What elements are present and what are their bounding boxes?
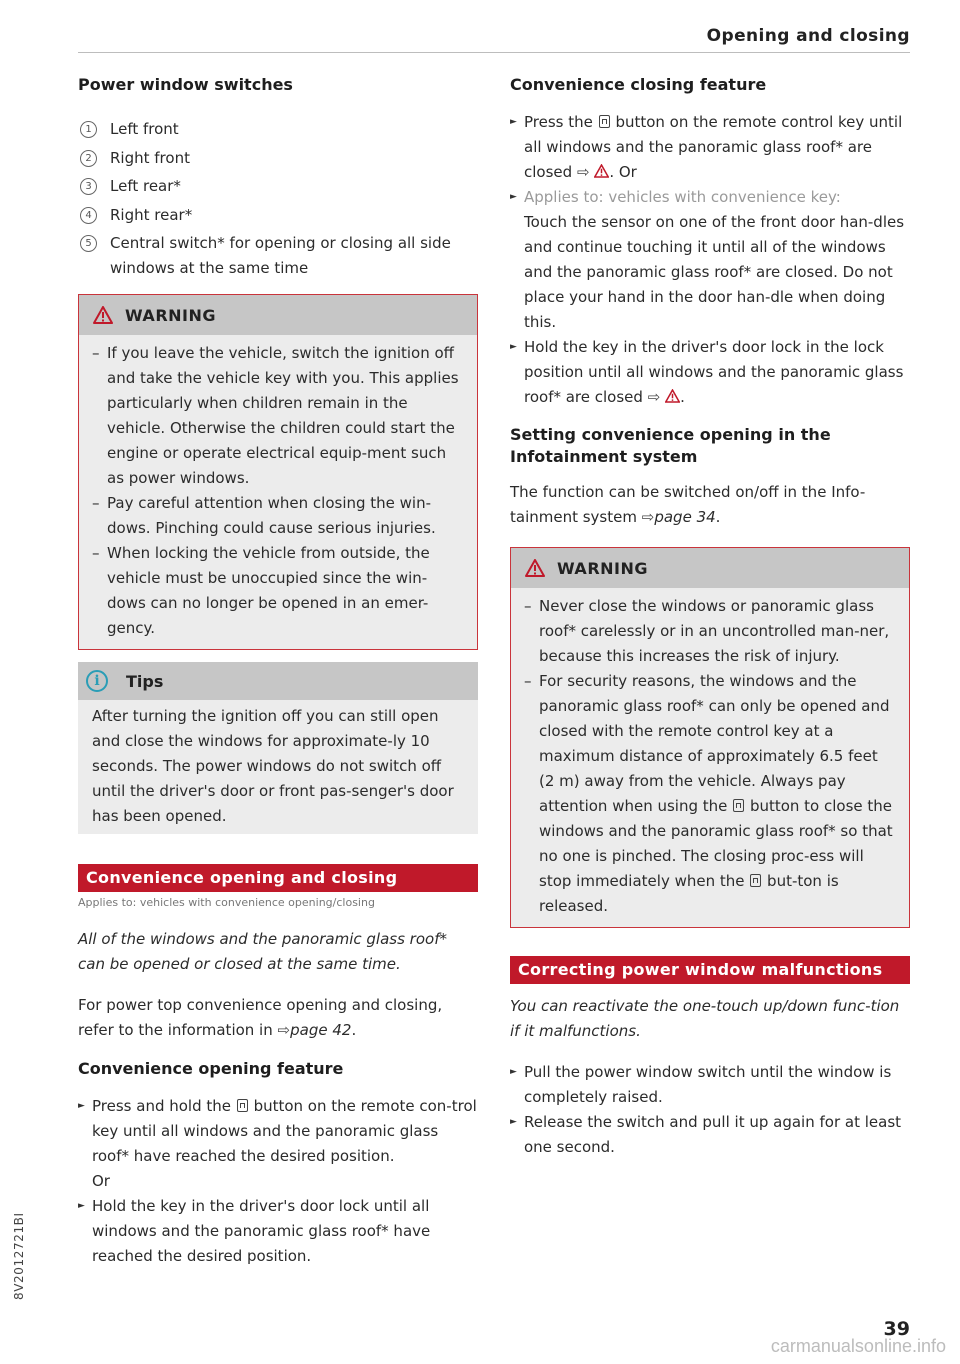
remote-key-icon [733,799,744,812]
setting-title: Setting convenience opening in the Infotainment system [510,425,831,466]
warning-triangle-icon [93,306,113,324]
section-banner: Correcting power window malfunctions [510,956,910,984]
list-item: 4 Right rear* [78,203,478,228]
arrow-ref-icon: ⇨ [277,1021,291,1039]
list-item: ► Release the switch and pull it up again for at least one second. [510,1110,910,1160]
warning-body [79,335,477,649]
list-item: 3 Left rear* [78,174,478,199]
warning-item: – When locking the vehicle from outside, the vehicle must be unoccupied since the win-dows can no longer be opened in an emer-gency. [91,541,465,641]
watermark: carmanualsonline.info [770,1336,946,1356]
warning-triangle-icon [525,559,545,577]
remote-key-icon [750,874,761,887]
number-badge: 1 [80,121,97,138]
warning-item: – If you leave the vehicle, switch the ignition off and take the vehicle key with you. This applies particularly when children remain in the vehicle. Otherwise the children could start the engine or operate electrical equip-ment such as power windows. [91,341,465,491]
warning-triangle-icon [594,164,609,178]
paragraph: The function can be switched on/off in the Info-tainment system ⇨page 34. [510,483,866,526]
switches-list [78,117,478,281]
arrow-ref-icon: ⇨ [641,508,655,526]
opening-steps [78,1094,478,1269]
warning-title: WARNING [557,558,648,578]
tips-box [78,662,478,834]
page-header-title: Opening and closing [706,26,910,46]
remote-key-icon [599,115,610,128]
warning-item: – Never close the windows or panoramic glass roof* carelessly or in an uncontrolled man-ner, because this increases the risk of injury. [523,594,897,669]
warning-title: WARNING [125,305,216,325]
tips-body: After turning the ignition off you can still open and close the windows for approximate-ly 10 seconds. The power windows do not switch off until the driver's door or front pas-senger's door has been opened. [78,700,478,834]
paragraph: For power top convenience opening and closing, refer to the information in ⇨page 42. [78,996,443,1039]
number-badge: 2 [80,150,97,167]
list-item: ► Pull the power window switch until the window is completely raised. [510,1060,910,1110]
section-intro: All of the windows and the panoramic glass roof* can be opened or closed at the same time. [78,930,447,973]
list-item: ► Press the button on the remote control key until all windows and the panoramic glass roof* are closed ⇨ . Or [510,110,910,185]
list-item: ► Hold the key in the driver's door lock until all windows and the panoramic glass roof* have reached the desired position. [78,1194,478,1269]
switches-title: Power window switches [78,75,293,94]
list-item: 2 Right front [78,146,478,171]
warning-box-left [78,294,478,650]
document-code: 8V2012721BI [12,1212,26,1300]
page-link[interactable]: page 34 [654,508,716,526]
right-column [510,74,910,1160]
list-item: 1 Left front [78,117,478,142]
header-divider [78,52,910,53]
closing-steps [510,110,910,410]
opening-title: Convenience opening feature [78,1059,344,1078]
list-item: ► Hold the key in the driver's door lock in the lock position until all windows and the panoramic glass roof* are closed ⇨ . [510,335,910,410]
section-banner: Convenience opening and closing [78,864,478,892]
warning-box-right [510,547,910,928]
applies-note: Applies to: vehicles with convenience opening/closing [78,896,375,909]
tips-header [78,662,478,700]
number-badge: 3 [80,178,97,195]
section-intro: You can reactivate the one-touch up/down func-tion if it malfunctions. [510,997,900,1040]
list-item: 5 Central switch* for opening or closing all side windows at the same time [78,231,478,281]
info-icon: i [86,670,108,692]
warning-item: – Pay careful attention when closing the win-dows. Pinching could cause serious injuries. [91,491,465,541]
tips-title: Tips [126,671,164,691]
malfunction-steps [510,1060,910,1160]
number-badge: 5 [80,235,97,252]
warning-triangle-icon [665,389,680,403]
list-item: ► Applies to: vehicles with convenience key: Touch the sensor on one of the front door han-dles and continue touching it until all of the windows and the panoramic glass roof* are closed. Do not place your hand in the door han-dle when doing this. [510,185,910,335]
left-column [78,74,478,1269]
closing-title: Convenience closing feature [510,75,767,94]
warning-header [79,295,477,335]
arrow-ref-icon: ⇨ [647,388,661,406]
page-link[interactable]: page 42 [290,1021,352,1039]
warning-header [511,548,909,588]
list-item: ► Press and hold the button on the remote con-trol key until all windows and the panoramic glass roof* have reached the desired position. Or [78,1094,478,1194]
arrow-ref-icon: ⇨ [576,163,590,181]
page-number: 39 [883,1318,910,1340]
warning-item: – For security reasons, the windows and the panoramic glass roof* can only be opened and closed with the remote control key at a maximum distance of approximately 6.5 feet (2 m) away from the vehicle. Always pay attention when using the button to close the windows and the panoramic glass roof* so that no one is pinched. The closing proc-ess will stop immediately when the but-ton is released. [523,669,897,919]
remote-key-icon [237,1099,248,1112]
warning-body [511,588,909,927]
number-badge: 4 [80,207,97,224]
